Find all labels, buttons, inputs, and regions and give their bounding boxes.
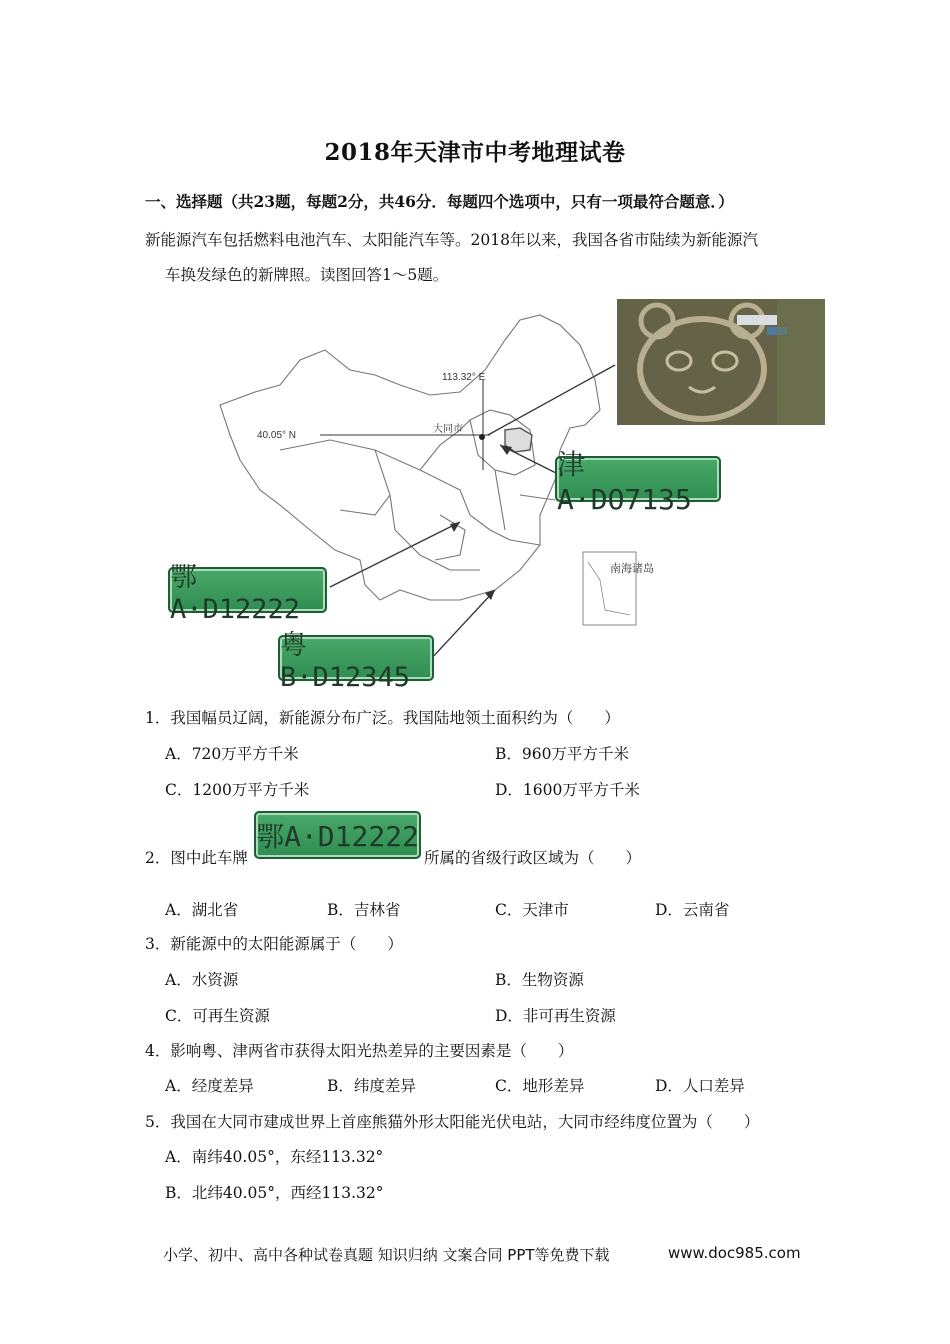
province-border [280, 440, 460, 490]
province-border [375, 450, 480, 570]
inset-label: 南海诸岛 [610, 563, 654, 575]
q3-option-a: A．水资源 [165, 971, 239, 989]
question-1-stem: 1．我国幅员辽阔，新能源分布广泛。我国陆地领土面积约为（ ） [145, 709, 620, 727]
question-2-plate: 鄂A·D12222 [254, 811, 421, 859]
q2-option-d: D．云南省 [655, 901, 730, 919]
question-3-stem: 3．新能源中的太阳能源属于（ ） [145, 935, 403, 953]
province-border [520, 495, 555, 500]
q2-option-b: B．吉林省 [327, 901, 401, 919]
intro-line-2: 车换发绿色的新牌照。读图回答1～5题。 [165, 266, 449, 284]
longitude-label: 113.32° E [442, 372, 486, 383]
plate-guangdong: 粤B·D12345 [278, 635, 434, 681]
q2-option-c: C．天津市 [495, 901, 569, 919]
city-label: 大同市 [433, 424, 463, 435]
photo-arrow [488, 365, 615, 435]
q1-option-c: C．1200万平方千米 [165, 781, 310, 799]
hubei-arrowhead [450, 522, 460, 532]
intro-line-1: 新能源汽车包括燃料电池汽车、太阳能汽车等。2018年以来，我国各省市陆续为新能源汽 [145, 231, 758, 249]
question-4-stem: 4．影响粤、津两省市获得太阳光热差异的主要因素是（ ） [145, 1042, 574, 1060]
q3-option-c: C．可再生资源 [165, 1007, 270, 1025]
hubei-arrow [330, 522, 460, 587]
panda-solar-plant-photo [617, 299, 825, 425]
plate-tianjin: 津A·DO7135 [555, 456, 721, 502]
section-heading: 一、选择题（共23题，每题2分，共46分．每题四个选项中，只有一项最符合题意．） [145, 192, 734, 211]
latitude-label: 40.05° N [257, 430, 297, 441]
question-2-stem-before: 2．图中此车牌 [145, 849, 248, 867]
q4-option-b: B．纬度差异 [327, 1077, 416, 1095]
footer-text: 小学、初中、高中各种试卷真题 知识归纳 文案合同 PPT等免费下载 [163, 1246, 610, 1264]
footer-url-link[interactable]: www.doc985.com [668, 1244, 801, 1262]
q4-option-d: D．人口差异 [655, 1077, 745, 1095]
q3-option-d: D．非可再生资源 [495, 1007, 616, 1025]
q1-option-b: B．960万平方千米 [495, 745, 629, 763]
datong-marker [479, 434, 485, 440]
province-border [435, 515, 465, 560]
q1-option-a: A．720万平方千米 [165, 745, 299, 763]
q1-option-d: D．1600万平方千米 [495, 781, 640, 799]
q2-option-a: A．湖北省 [165, 901, 239, 919]
q5-option-b: B．北纬40.05°，西经113.32° [165, 1184, 384, 1202]
province-border [495, 470, 505, 530]
question-2-stem-after: 所属的省级行政区域为（ ） [424, 849, 642, 867]
q5-option-a: A．南纬40.05°，东经113.32° [165, 1148, 384, 1166]
plate-hubei: 鄂A·D12222 [168, 567, 327, 613]
province-border [340, 495, 390, 515]
page-title: 2018年天津市中考地理试卷 [324, 139, 626, 166]
q4-option-a: A．经度差异 [165, 1077, 254, 1095]
q3-option-b: B．生物资源 [495, 971, 584, 989]
question-5-stem: 5．我国在大同市建成世界上首座熊猫外形太阳能光伏电站，大同市经纬度位置为（ ） [145, 1113, 760, 1131]
q4-option-c: C．地形差异 [495, 1077, 585, 1095]
